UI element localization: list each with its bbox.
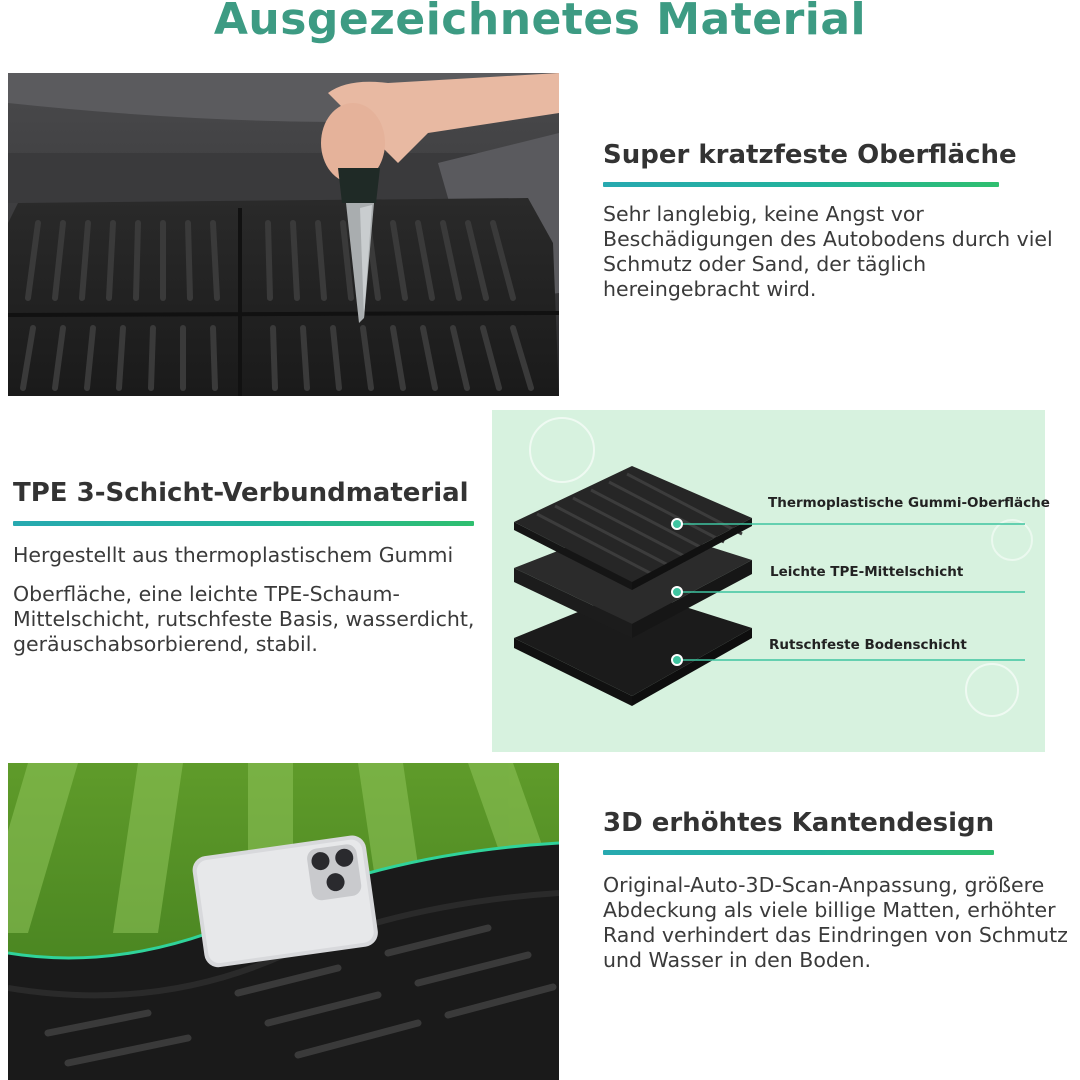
raised-edge-photo (8, 763, 559, 1080)
scratch-test-photo (8, 73, 559, 396)
page-title: Ausgezeichnetes Material (213, 0, 867, 45)
feature-body-scratch: Sehr langlebig, keine Angst vor Beschädigungen des Autobodens durch viel Schmutz oder Sand, der täglich hereingebracht wird. (603, 202, 1053, 301)
feature-heading-tpe: TPE 3-Schicht-Verbundmaterial (13, 478, 469, 508)
layer-label-top: Thermoplastische Gummi-Oberfläche (768, 495, 1050, 511)
heading-underline (13, 521, 474, 526)
layer-label-middle: Leichte TPE-Mittelschicht (770, 564, 964, 580)
feature-body-tpe-line1: Hergestellt aus thermoplastischem Gummi (13, 543, 454, 567)
heading-underline (603, 182, 999, 187)
layer-label-bottom: Rutschfeste Bodenschicht (769, 637, 967, 653)
feature-heading-scratch: Super kratzfeste Oberfläche (603, 140, 1017, 170)
feature-body-edge: Original-Auto-3D-Scan-Anpassung, größere Abdeckung als viele billige Matten, erhöhter Rand verhindert das Eindringen von Schmutz und Wasser in den Boden. (603, 873, 1068, 972)
feature-body-tpe-line2: Oberfläche, eine leichte TPE-Schaum-Mittelschicht, rutschfeste Basis, wasserdicht, geräuschabsorbierend, stabil. (13, 582, 475, 656)
feature-heading-edge: 3D erhöhtes Kantendesign (603, 808, 995, 838)
heading-underline (603, 850, 994, 855)
layer-stack-illustration (492, 410, 1045, 752)
feature-body-tpe (13, 543, 483, 657)
layer-diagram-panel (492, 410, 1050, 752)
